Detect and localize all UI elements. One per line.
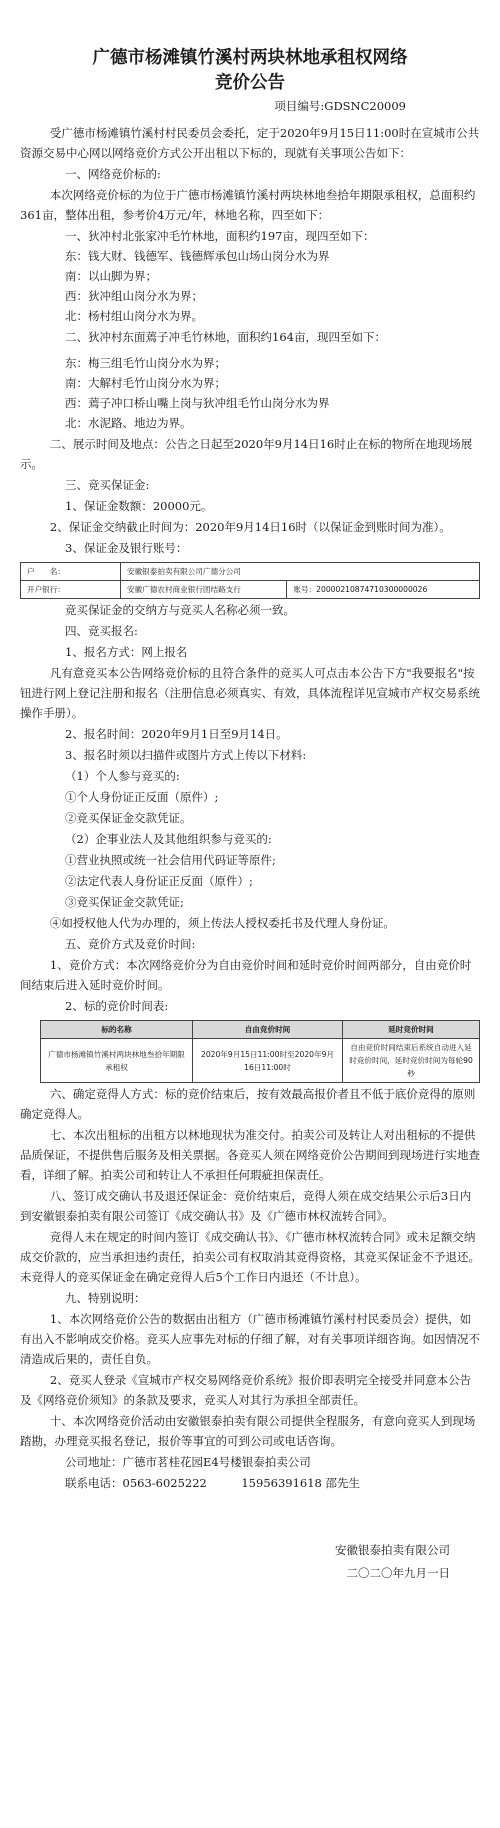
materials-org-legal-rep: ②法定代表人身份证正反面（原件）;	[65, 874, 253, 888]
section-registration-heading: 四、竞买报名:	[65, 624, 138, 638]
table-row	[21, 581, 480, 599]
materials-org-receipt: ③竞买保证金交款凭证;	[65, 895, 184, 909]
special-notes-heading: 九、特别说明：	[65, 1291, 146, 1305]
plot-2-west: 西：蔫子冲口桥山嘴上岗与狄冲组毛竹山岗分水为界	[65, 396, 330, 410]
service-provider: 十、本次网络竞价活动由安徽银泰拍卖有限公司提供全程服务，有意向竞买人到现场踏勘，办理竞买报名登记，报价等事宜的可到公司或电话咨询。	[20, 1414, 476, 1448]
intro-paragraph: 受广德市杨滩镇竹溪村村民委员会委托，定于2020年9月15日11:00时在宣城市公共资源交易中心网以网络竞价方式公开出租以下标的，现就有关事项公告如下：	[20, 126, 480, 160]
delivery-terms: 七、本次出租标的出租方以林地现状为准交付。拍卖公司及转让人对出租标的不提供品质保证，不提供售后服务及相关票据。各竞买人须在网络竞价公告期间到现场进行实地查看，详细了解。拍卖公司和转让人不承担任何瑕疵担保责任。	[20, 1128, 480, 1182]
account-number: 账号：20000210874710300000026	[287, 581, 480, 599]
bidding-mode: 1、竞价方式：本次网络竞价分为自由竞价时间和延时竞价时间两部分，自由竞价时间结束后进入延时竞价时间。	[20, 958, 472, 992]
bank-value: 安徽广德农村商业银行团结路支行	[121, 581, 287, 599]
special-note-1: 1、本次网络竞价公告的数据由出租方（广德市杨滩镇竹溪村村民委员会）提供，如有出入不影响成交价格。竞买人应事先对标的仔细了解，对有关事项详细咨询。如因情况不清造成后果的，责任自负。	[20, 1312, 480, 1366]
registration-body: 凡有意竞买本公告网络竞价标的且符合条件的竞买人可点击本公告下方"我要报名"按钮进行网上登记注册和报名（注册信息必须真实、有效，具体流程详见宣城市产权交易系统操作手册）。	[20, 666, 480, 720]
project-number: 项目编号:GDSNC20009	[274, 99, 406, 113]
plot-1-south: 南：以山脚为界；	[65, 269, 157, 283]
plot-2-east: 东：梅三组毛竹山岗分水为界；	[65, 356, 226, 370]
plot-2-north: 北：水泥路、地边为界。	[65, 416, 192, 430]
title-line-2: 竞价公告	[215, 73, 285, 93]
breach-terms: 竞得人未在规定的时间内签订《成交确认书》、《广德市林权流转合同》或未足额交纳成交价款的，应当承担违约责任，拍卖公司有权取消其竞得资格，其竞买保证金不予退还。未竞得人的竞买保证金在确定竞得人后5个工作日内退还（不计息）。	[20, 1230, 480, 1284]
plot-1-east: 东：钱大财、钱德军、钱德辉承包山场山岗分水为界	[65, 249, 330, 263]
cell-free-time: 2020年9月15日11:00时至2020年9月16日11:00时	[193, 1039, 343, 1083]
plot-2-title: 二、狄冲村东面蔫子冲毛竹林地，面积约164亩，现四至如下：	[65, 330, 386, 344]
signature-company: 安徽银泰拍卖有限公司	[335, 1543, 450, 1557]
deposit-note: 竞买保证金的交纳方与竞买人名称必须一致。	[65, 603, 295, 617]
section-deposit-heading: 三、竞买保证金:	[65, 478, 150, 492]
exhibition-info: 二、展示时间及地点：公告之日起至2020年9月14日16时止在标的物所在地现场展示。	[20, 437, 473, 471]
bank-account-table	[20, 562, 480, 599]
col-header-extended-time: 延时竞价时间	[343, 1021, 480, 1039]
winner-determination: 六、确定竞得人方式：标的竞价结束后，按有效最高报价者且不低于底价竞得的原则确定竞得人。	[20, 1087, 476, 1121]
contact-phone: 联系电话：0563-6025222 15956391618 邵先生	[65, 1476, 361, 1490]
cell-extended-time: 自由竞价时间结束后系统自动进入延时竞价时间，延时竞价时间为每轮90秒	[343, 1039, 480, 1083]
materials-org-license: ①营业执照或统一社会信用代码证等原件;	[65, 853, 276, 867]
col-header-free-time: 自由竞价时间	[193, 1021, 343, 1039]
bank-label: 开户银行：	[21, 581, 121, 599]
special-note-2: 2、竞买人登录《宣城市产权交易网络竞价系统》报价即表明完全接受并同意本公告及《网络竞价须知》的条款及要求，竞买人对其行为承担全部责任。	[20, 1373, 472, 1407]
section-bidding-heading: 五、竞价方式及竞价时间:	[65, 937, 196, 951]
cell-target: 广德市杨滩镇竹溪村两块林地叁拾年期限承租权	[41, 1039, 193, 1083]
account-name-label: 户 名：	[21, 563, 121, 581]
title-line-1: 广德市杨滩镇竹溪村两块林地承租权网络	[92, 48, 408, 68]
table-row	[41, 1039, 480, 1083]
company-address: 公司地址：广德市茗桂花园E4号楼银泰拍卖公司	[65, 1455, 311, 1469]
plot-1-north: 北：杨村组山岗分水为界。	[65, 309, 203, 323]
plot-2-south: 南：大解村毛竹山岗分水为界；	[65, 376, 226, 390]
table-header-row	[41, 1021, 480, 1039]
plot-1-west: 西：狄冲组山岗分水为界；	[65, 289, 203, 303]
registration-materials: 3、报名时须以扫描件或图片方式上传以下材料:	[65, 748, 307, 762]
signature-date: 二〇二〇年九月一日	[346, 1566, 450, 1580]
materials-individual: （1）个人参与竞买的:	[65, 769, 180, 783]
contract-signing: 八、签订成交确认书及退还保证金：竞价结束后，竞得人须在成交结果公示后3日内到安徽银泰拍卖有限公司签订《成交确认书》及《广德市林权流转合同》。	[20, 1189, 472, 1223]
materials-org-proxy: ④如授权他人代为办理的，须上传法人授权委托书及代理人身份证。	[49, 916, 395, 930]
materials-individual-id: ①个人身份证正反面（原件）;	[65, 790, 219, 804]
section-1-body: 本次网络竞价标的为位于广德市杨滩镇竹溪村两块林地叁拾年期限承租权，总面积约361亩，整体出租，参考价4万元/年，林地名称，四至如下：	[20, 188, 476, 222]
bidding-table-heading: 2、标的竞价时间表:	[65, 999, 169, 1013]
registration-way: 1、报名方式：网上报名	[65, 645, 188, 659]
registration-time: 2、报名时间：2020年9月1日至9月14日。	[65, 727, 288, 741]
table-row	[21, 563, 480, 581]
deposit-account-heading: 3、保证金及银行账号：	[65, 541, 188, 555]
account-name-value: 安徽银泰拍卖有限公司广德分公司	[121, 563, 480, 581]
plot-1-title: 一、狄冲村北张家冲毛竹林地，面积约197亩，现四至如下：	[65, 229, 375, 243]
deposit-deadline: 2、保证金交纳截止时间为：2020年9月14日16时（以保证金到账时间为准）。	[49, 520, 451, 534]
deposit-amount: 1、保证金数额：20000元。	[65, 499, 213, 513]
col-header-target: 标的名称	[41, 1021, 193, 1039]
materials-organization: （2）企事业法人及其他组织参与竞买的:	[65, 832, 272, 846]
bidding-time-table	[40, 1020, 480, 1083]
section-1-heading: 一、网络竞价标的:	[65, 167, 161, 181]
materials-individual-receipt: ②竞买保证金交款凭证。	[65, 811, 192, 825]
